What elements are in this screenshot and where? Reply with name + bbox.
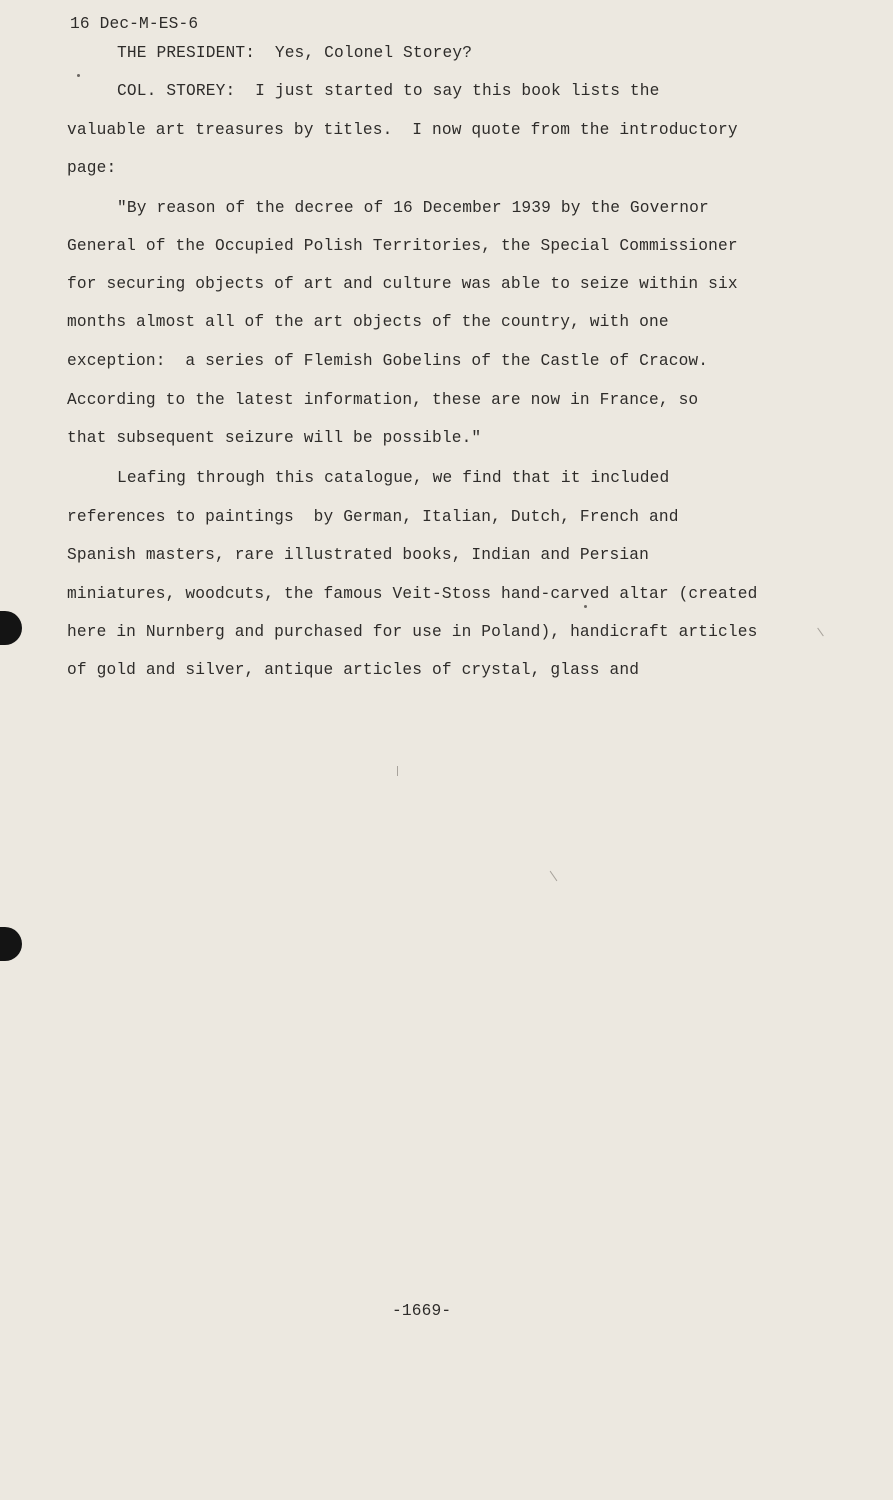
text-line: THE PRESIDENT: Yes, Colonel Storey? [117, 44, 473, 62]
text-line: references to paintings by German, Italian, Dutch, French and [67, 508, 679, 526]
paper-mark [397, 766, 398, 776]
paper-speck [584, 605, 587, 608]
text-line: valuable art treasures by titles. I now quote from the introductory [67, 121, 738, 139]
text-line: months almost all of the art objects of the country, with one [67, 313, 669, 331]
text-line: miniatures, woodcuts, the famous Veit-Stoss hand-carved altar (created [67, 585, 758, 603]
document-reference: 16 Dec-M-ES-6 [70, 15, 199, 33]
text-line: for securing objects of art and culture was able to seize within six [67, 275, 738, 293]
paper-mark [550, 871, 558, 881]
text-line: According to the latest information, these are now in France, so [67, 391, 699, 409]
text-line: General of the Occupied Polish Territories, the Special Commissioner [67, 237, 738, 255]
text-line: Leafing through this catalogue, we find that it included [117, 469, 670, 487]
text-line: "By reason of the decree of 16 December 1939 by the Governor [117, 199, 709, 217]
punch-hole-top [0, 611, 22, 645]
paper-mark [817, 628, 824, 637]
text-line: of gold and silver, antique articles of crystal, glass and [67, 661, 640, 679]
text-line: exception: a series of Flemish Gobelins of the Castle of Cracow. [67, 352, 709, 370]
punch-hole-bottom [0, 927, 22, 961]
text-line: that subsequent seizure will be possible." [67, 429, 482, 447]
paper-speck [77, 74, 80, 77]
text-line: page: [67, 159, 117, 177]
text-line: here in Nurnberg and purchased for use in Poland), handicraft articles [67, 623, 758, 641]
text-line: COL. STOREY: I just started to say this book lists the [117, 82, 660, 100]
page-number: -1669- [392, 1302, 452, 1320]
text-line: Spanish masters, rare illustrated books, Indian and Persian [67, 546, 649, 564]
